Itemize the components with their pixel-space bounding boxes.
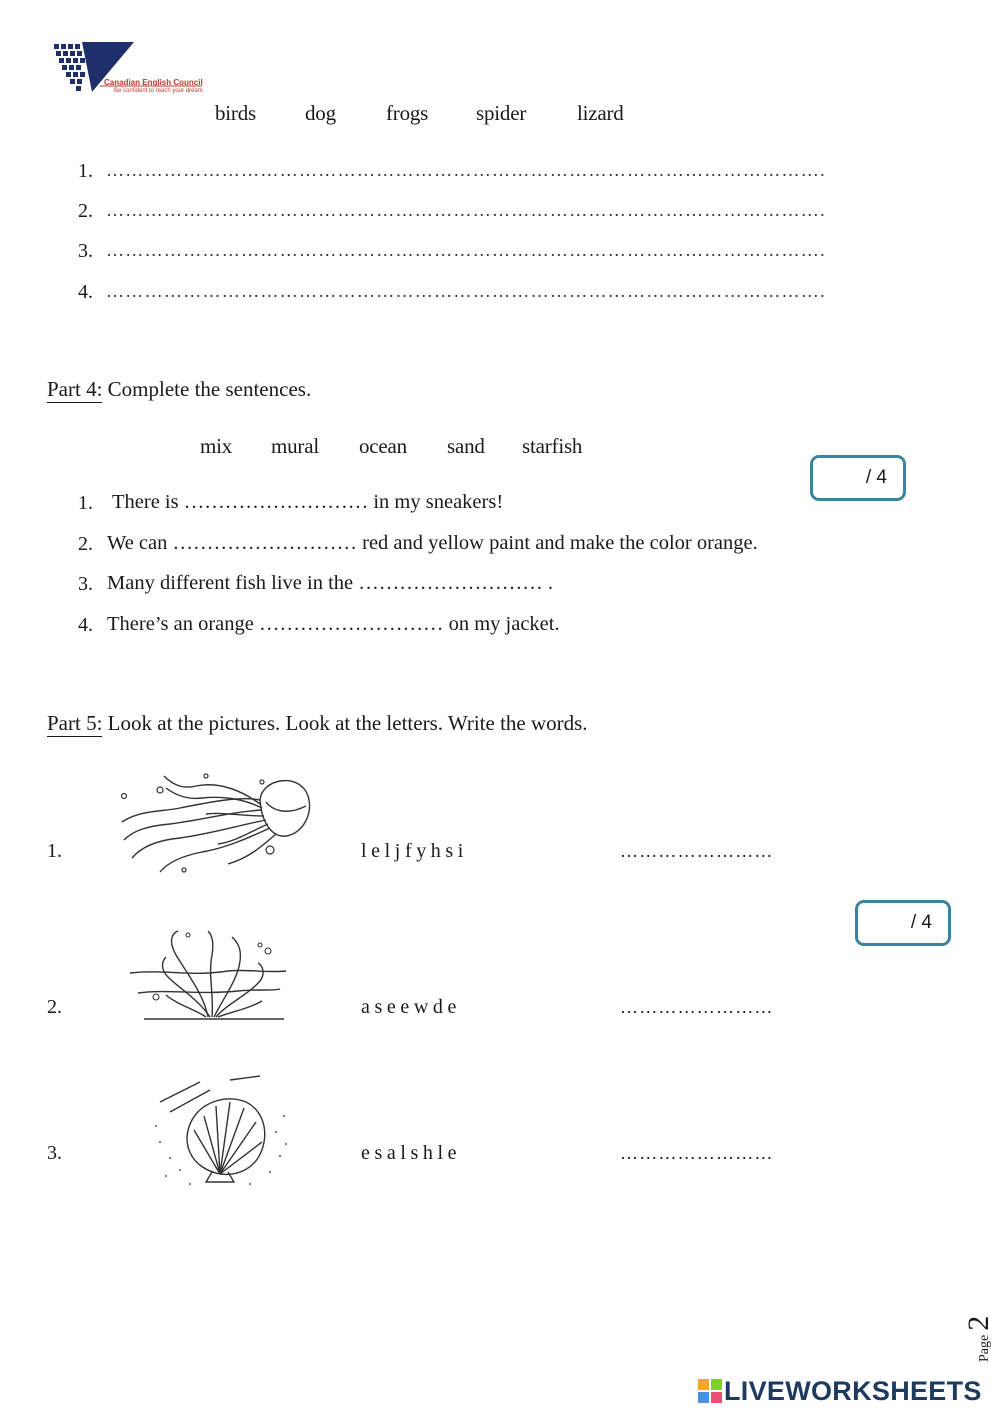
part4-word-bank-1: mix	[200, 434, 233, 458]
part3-answer-line-4[interactable]: ………………………………………………………………………………………………….	[106, 281, 826, 301]
liveworksheets-brand-text: LIVEWORKSHEETS	[724, 1376, 982, 1406]
logo-name: Canadian English Council	[104, 78, 203, 87]
part5-answer-1[interactable]: ……………………	[620, 841, 774, 861]
logo-tagline: Be confident to reach your dream	[114, 88, 203, 94]
part3-line-number-2: 2.	[78, 200, 93, 222]
part4-sentence-3[interactable]: Many different fish live in the ……………………… .	[107, 572, 554, 594]
part5-item-number-3: 3.	[47, 1142, 62, 1164]
part5-letters-1: leljfyhsi	[361, 840, 468, 862]
part4-sentence-number-3: 3.	[78, 573, 93, 595]
part4-word-bank-5: starfish	[522, 434, 583, 458]
part4-word-bank-3: ocean	[359, 434, 407, 458]
liveworksheets-brand	[698, 1376, 982, 1407]
part3-line-number-3: 3.	[78, 240, 93, 262]
part4-word-bank-4: sand	[447, 434, 485, 458]
part3-line-number-1: 1.	[78, 160, 93, 182]
seaweed-picture-icon	[128, 925, 293, 1025]
part4-sentence-1[interactable]: There is ……………………… in my sneakers!	[112, 491, 504, 513]
part5-answer-3[interactable]: ……………………	[620, 1143, 774, 1163]
part3-word-bank-3: frogs	[386, 101, 429, 125]
part5-item-number-2: 2.	[47, 996, 62, 1018]
part3-line-number-4: 4.	[78, 281, 93, 303]
liveworksheets-logo-icon	[698, 1379, 722, 1403]
part3-word-bank-1: birds	[215, 101, 257, 125]
part5-item-number-1: 1.	[47, 840, 62, 862]
part3-word-bank-5: lizard	[577, 101, 624, 125]
part3-answer-line-1[interactable]: ………………………………………………………………………………………………….	[106, 160, 826, 180]
part4-sentence-4[interactable]: There’s an orange ……………………… on my jacket.	[107, 613, 560, 635]
page-number	[958, 1298, 998, 1368]
part5-score-box[interactable]: / 4	[855, 900, 951, 946]
page-digit: 2	[962, 1315, 995, 1331]
part4-word-bank-2: mural	[271, 434, 319, 458]
part5-instruction: Look at the pictures. Look at the letters. Write the words.	[107, 711, 588, 735]
part5-label: Part 5:	[47, 711, 103, 735]
part3-word-bank-2: dog	[305, 101, 336, 125]
part5-letters-2: aseewde	[361, 996, 461, 1018]
jellyfish-picture-icon	[110, 768, 320, 880]
part4-sentence-number-2: 2.	[78, 533, 93, 555]
part5-answer-2[interactable]: ……………………	[620, 997, 774, 1017]
part4-score-box[interactable]: / 4	[810, 455, 906, 501]
part4-sentence-2[interactable]: We can ……………………… red and yellow paint and make the color orange.	[107, 532, 758, 554]
part3-answer-line-2[interactable]: ………………………………………………………………………………………………….	[106, 200, 826, 220]
part3-word-bank-4: spider	[476, 101, 527, 125]
part4-sentence-number-1: 1.	[78, 492, 93, 514]
seashell-picture-icon	[140, 1072, 295, 1187]
part5-title	[47, 711, 588, 736]
part4-title	[47, 377, 311, 402]
part4-label: Part 4:	[47, 377, 103, 401]
page-word: Page	[977, 1334, 992, 1362]
part4-instruction: Complete the sentences.	[107, 377, 312, 401]
part4-sentence-number-4: 4.	[78, 614, 93, 636]
part5-letters-3: esalshle	[361, 1142, 462, 1164]
part3-answer-line-3[interactable]: ………………………………………………………………………………………………….	[106, 240, 826, 260]
